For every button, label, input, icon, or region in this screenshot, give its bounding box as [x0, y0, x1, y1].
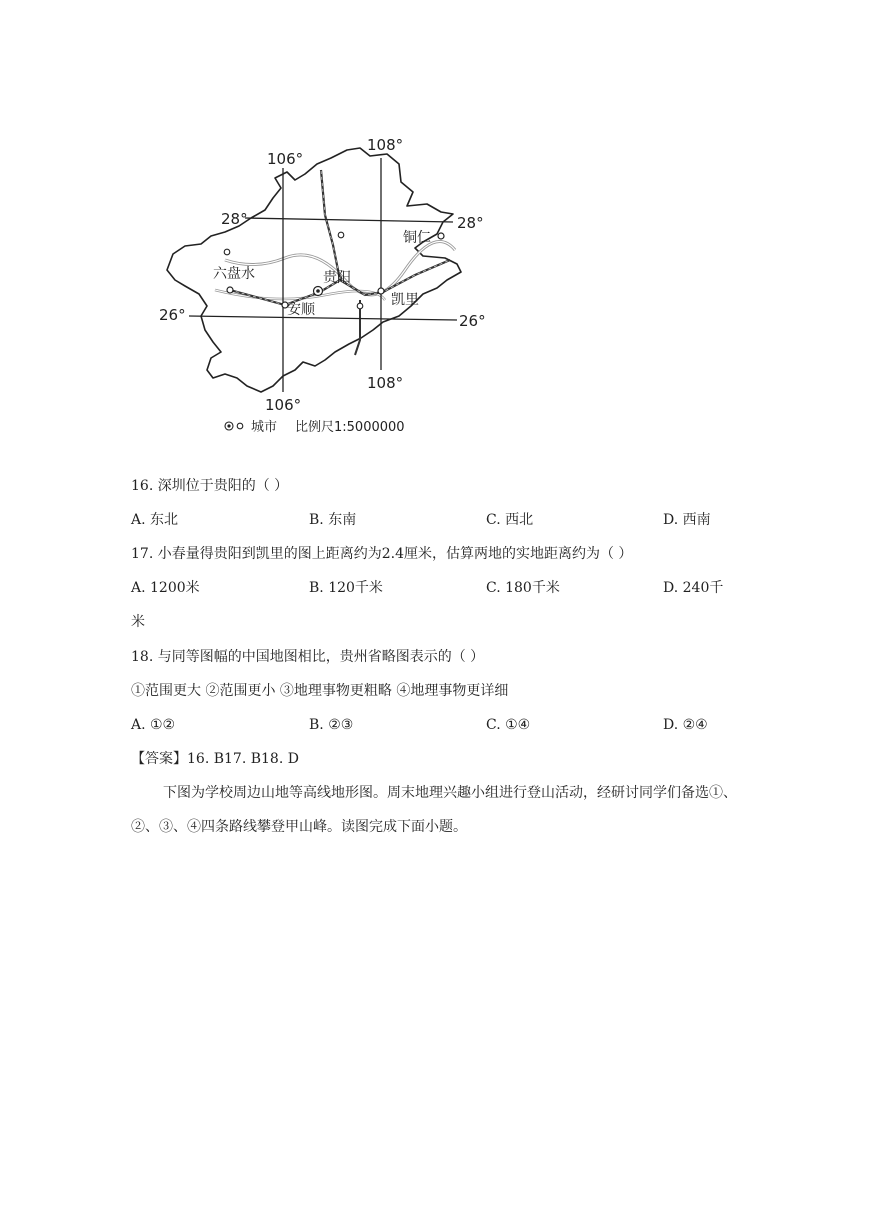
next-section-intro: 下图为学校周边山地等高线地形图。周末地理兴趣小组进行登山活动，经研讨同学们备选①、②、③、④四条路线攀登甲山峰。读图完成下面小题。 [131, 785, 737, 835]
q17-option-b: B. 120千米 [309, 580, 383, 596]
province-outline [167, 148, 461, 392]
label-26-left: 26° [159, 306, 186, 324]
map-scale: 比例尺1:5000000 [295, 420, 405, 435]
label-108-top: 108° [367, 136, 404, 154]
q18-option-c: C. ①④ [486, 717, 531, 733]
q18-choices: ①范围更大 ②范围更小 ③地理事物更粗略 ④地理事物更详细 [131, 683, 509, 699]
city-tongren: 铜仁 [403, 230, 431, 246]
city-icon [338, 232, 344, 238]
city-anshun: 安顺 [287, 302, 315, 318]
city-guiyang: 贵阳 [323, 270, 351, 286]
q16-stem: 16. 深圳位于贵阳的（ ） [131, 478, 289, 494]
capital-icon-inner [316, 289, 320, 293]
answer-key: 【答案】16. B17. B18. D [131, 751, 299, 767]
parallel-26 [189, 316, 457, 320]
q17-stem: 17. 小春量得贵阳到凯里的图上距离约为2.4厘米，估算两地的实地距离约为（ ） [131, 546, 633, 562]
city-icon [378, 288, 384, 294]
q18-option-b: B. ②③ [309, 717, 354, 733]
q17-option-c: C. 180千米 [486, 580, 560, 596]
q16-option-a: A. 东北 [131, 512, 179, 528]
guizhou-map [155, 130, 500, 440]
label-108-bottom: 108° [367, 374, 404, 392]
legend-city-icon [237, 423, 243, 429]
q17-option-d-continued: 米 [131, 614, 145, 630]
city-icon [224, 249, 230, 255]
label-28-left: 28° [221, 210, 248, 228]
q18-option-a: A. ①② [131, 717, 176, 733]
parallel-28 [245, 218, 453, 222]
q16-option-b: B. 东南 [309, 512, 357, 528]
legend-city-label: 城市 [251, 420, 278, 435]
label-26-right: 26° [459, 312, 486, 330]
city-liupanshui: 六盘水 [213, 266, 255, 282]
q16-option-c: C. 西北 [486, 512, 534, 528]
city-icon [438, 233, 444, 239]
label-106-top: 106° [267, 150, 304, 168]
q18-option-d: D. ②④ [663, 717, 708, 733]
river [225, 242, 455, 295]
label-28-right: 28° [457, 214, 484, 232]
q16-option-d: D. 西南 [663, 512, 711, 528]
label-106-bottom: 106° [265, 396, 302, 414]
city-kaili: 凯里 [391, 292, 419, 308]
q17-option-d: D. 240千 [663, 580, 724, 596]
city-icon [227, 287, 233, 293]
q18-stem: 18. 与同等图幅的中国地图相比，贵州省略图表示的（ ） [131, 649, 485, 665]
legend-capital-icon-inner [227, 424, 230, 427]
city-icon [357, 303, 363, 309]
q17-option-a: A. 1200米 [131, 580, 200, 596]
